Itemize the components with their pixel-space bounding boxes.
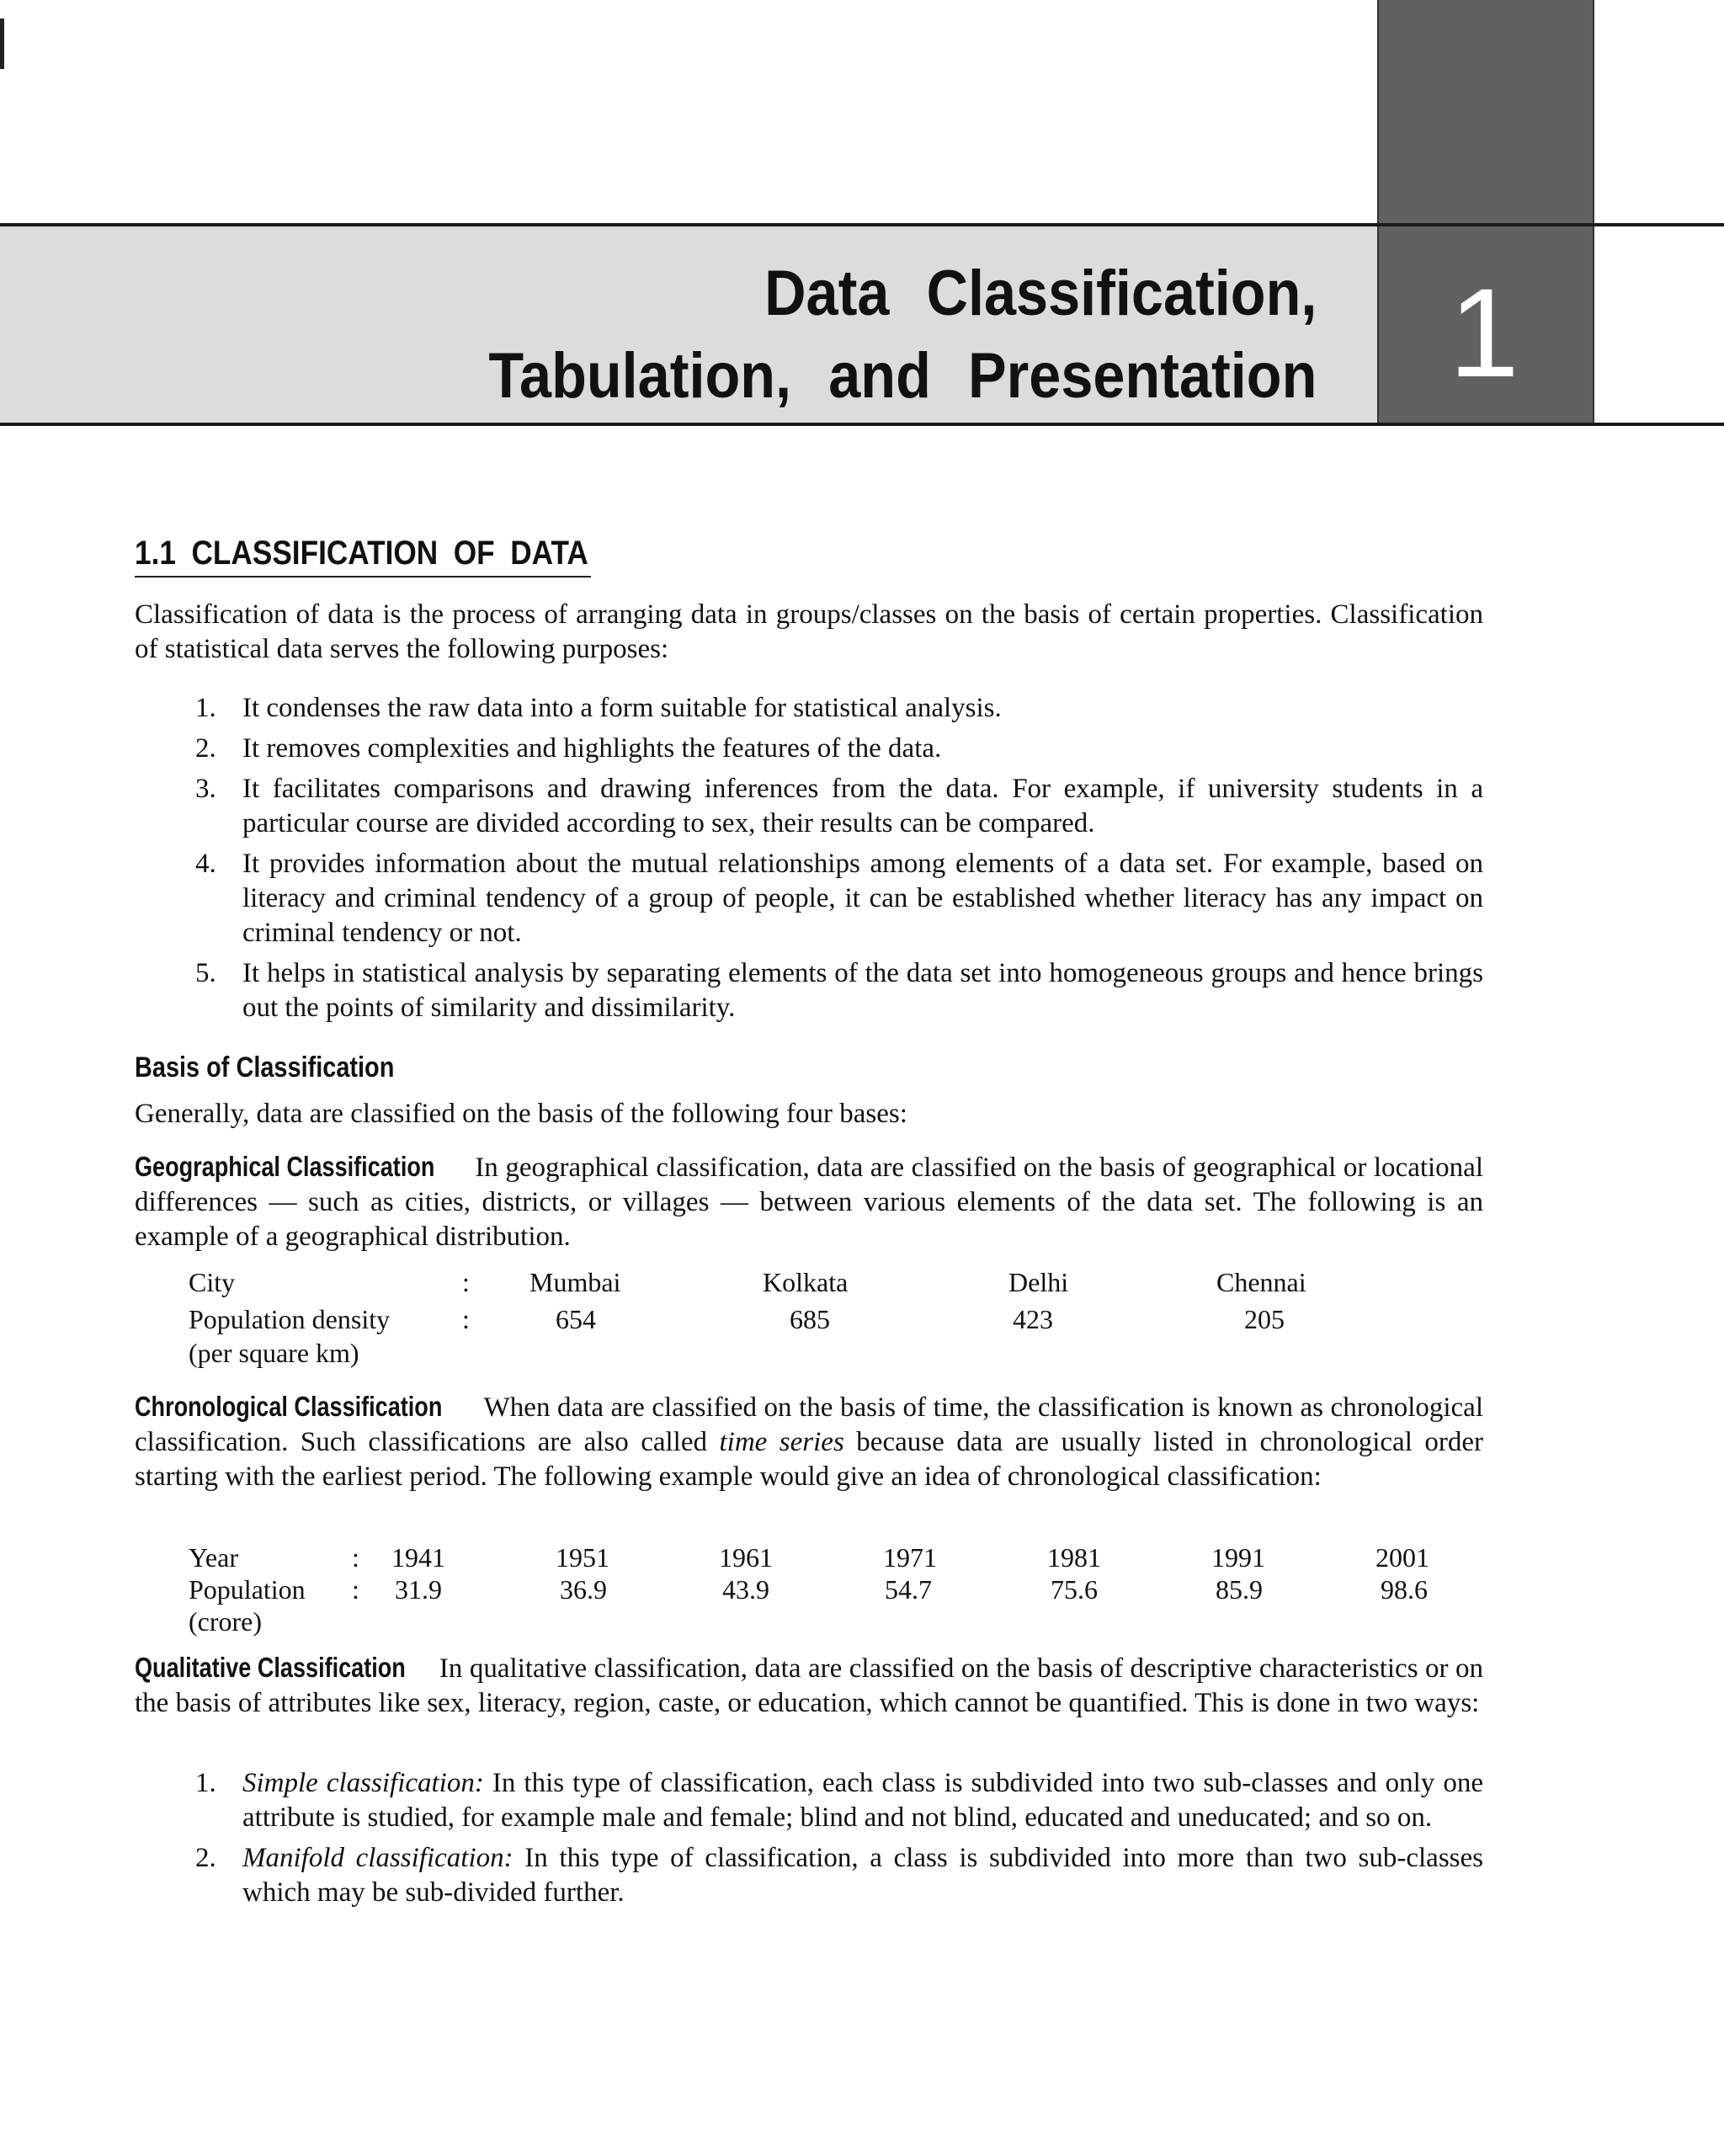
- list-item-number: 3.: [195, 774, 216, 804]
- table-cell-year: 1971: [883, 1542, 937, 1573]
- list-item-number: 1.: [195, 693, 216, 723]
- page-edge-mark: [0, 19, 4, 69]
- purposes-list: [195, 691, 1483, 1031]
- table-cell-year: 1961: [719, 1542, 773, 1573]
- list-item-term: Simple classification:: [242, 1768, 484, 1798]
- table-row-label: Year: [189, 1542, 238, 1573]
- table-row-label: City: [189, 1267, 236, 1297]
- table-row-label-continued: (crore): [189, 1606, 263, 1637]
- chapter-title-line-2: Tabulation, and Presentation: [487, 340, 1317, 412]
- geographical-paragraph: [135, 1149, 1483, 1254]
- qualitative-text: In qualitative classification, data are classified on the basis of descriptive characteristics or on the basis of attributes like sex, literacy, region, caste, or education, which cannot be quantified. This is done in two ways:: [135, 1653, 1483, 1718]
- list-item-text: It provides information about the mutual relationships among elements of a data set. For example, based on literacy and criminal tendency of a group of people, it can be established whether literacy has any impact on criminal tendency or not.: [242, 849, 1483, 948]
- table-row-label: Population density: [189, 1304, 391, 1334]
- list-item: [195, 1841, 1483, 1910]
- list-item-text: It removes complexities and highlights the features of the data.: [242, 733, 942, 764]
- list-item: [195, 847, 1483, 950]
- basis-intro: Generally, data are classified on the basis of the following four bases:: [135, 1099, 907, 1129]
- list-item-number: 2.: [195, 1843, 216, 1873]
- list-item: [195, 1766, 1483, 1835]
- table-cell-density: 423: [1013, 1304, 1053, 1334]
- chronological-text-italic: time series: [719, 1427, 844, 1457]
- geographical-text: In geographical classification, data are classified on the basis of geographical or locational differences — such as cities, districts, or villages — between various elements of the data set. The following is an example of a geographical distribution.: [135, 1153, 1483, 1252]
- qualitative-ways-list: [195, 1766, 1483, 1916]
- qualitative-paragraph: [135, 1650, 1483, 1721]
- table-cell-city: Mumbai: [529, 1267, 621, 1297]
- table-cell-population: 98.6: [1381, 1574, 1428, 1605]
- list-item-text: It helps in statistical analysis by separating elements of the data set into homogeneous groups and hence brings out the points of similarity and dissimilarity.: [242, 958, 1483, 1023]
- table-cell-year: 1951: [556, 1542, 609, 1573]
- table-cell-population: 75.6: [1051, 1574, 1098, 1605]
- table-separator: :: [462, 1304, 470, 1334]
- basis-heading: Basis of Classification: [135, 1051, 395, 1083]
- table-cell-year: 2001: [1375, 1542, 1429, 1573]
- table-separator: :: [462, 1267, 470, 1297]
- table-cell-population: 43.9: [722, 1574, 769, 1605]
- section-heading: 1.1 CLASSIFICATION OF DATA: [135, 530, 591, 578]
- chapter-title-line-1: Data Classification,: [764, 258, 1317, 329]
- chronological-table: [189, 1541, 1485, 1642]
- list-item-number: 1.: [195, 1768, 216, 1798]
- chronological-text-2: because data are usually listed in chronological order starting with the earliest period. The following example would give an idea of chronological classification:: [135, 1427, 1483, 1492]
- list-item-number: 5.: [195, 958, 216, 988]
- list-item: [195, 772, 1483, 841]
- list-item-text: It condenses the raw data into a form suitable for statistical analysis.: [242, 693, 1002, 723]
- table-cell-city: Kolkata: [763, 1267, 849, 1297]
- table-cell-city: Chennai: [1216, 1267, 1306, 1297]
- chronological-paragraph: [135, 1389, 1483, 1494]
- header-rule-top: [0, 223, 1724, 226]
- table-cell-population: 85.9: [1216, 1574, 1263, 1605]
- table-separator: :: [352, 1574, 359, 1605]
- table-cell-year: 1991: [1211, 1542, 1265, 1573]
- list-item: [195, 732, 1483, 766]
- chronological-text-1: When data are classified on the basis of time, the classification is known as chronological classification. Such classifications are also called: [135, 1392, 1483, 1457]
- table-separator: :: [352, 1542, 359, 1573]
- table-cell-population: 36.9: [560, 1574, 607, 1605]
- table-cell-population: 54.7: [885, 1574, 932, 1605]
- table-cell-density: 205: [1244, 1304, 1285, 1334]
- list-item-number: 2.: [195, 733, 216, 764]
- chronological-heading: Chronological Classification: [135, 1391, 443, 1422]
- list-item-text: In this type of classification, a class is subdivided into more than two sub-classes which may be sub-divided further.: [242, 1843, 1483, 1908]
- table-cell-city: Delhi: [1008, 1267, 1069, 1297]
- qualitative-heading: Qualitative Classification: [135, 1652, 406, 1683]
- section-intro: Classification of data is the process of arranging data in groups/classes on the basis of certain properties. Classification of statistical data serves the following purposes:: [135, 599, 1483, 664]
- list-item-text: In this type of classification, each class is subdivided into two sub-classes and only one attribute is studied, for example male and female; blind and not blind, educated and uneducated; and so on.: [242, 1768, 1483, 1833]
- chapter-title: [488, 253, 1317, 418]
- geographical-heading: Geographical Classification: [135, 1151, 435, 1182]
- table-cell-density: 685: [790, 1304, 830, 1334]
- table-row-label: Population: [189, 1574, 306, 1605]
- table-cell-year: 1981: [1047, 1542, 1101, 1573]
- geographical-table: [189, 1265, 1367, 1375]
- table-cell-year: 1941: [391, 1542, 445, 1573]
- list-item-term: Manifold classification:: [242, 1843, 513, 1873]
- table-row-label-continued: (per square km): [189, 1338, 359, 1368]
- list-item-text: It facilitates comparisons and drawing inferences from the data. For example, if university students in a particular course are divided according to sex, their results can be compared.: [242, 774, 1483, 838]
- table-cell-population: 31.9: [395, 1574, 442, 1605]
- chapter-number: 1: [1449, 262, 1519, 403]
- list-item: [195, 956, 1483, 1025]
- header-rule-bottom: [0, 423, 1724, 426]
- list-item-number: 4.: [195, 849, 216, 879]
- table-cell-density: 654: [556, 1304, 596, 1334]
- list-item: [195, 691, 1483, 726]
